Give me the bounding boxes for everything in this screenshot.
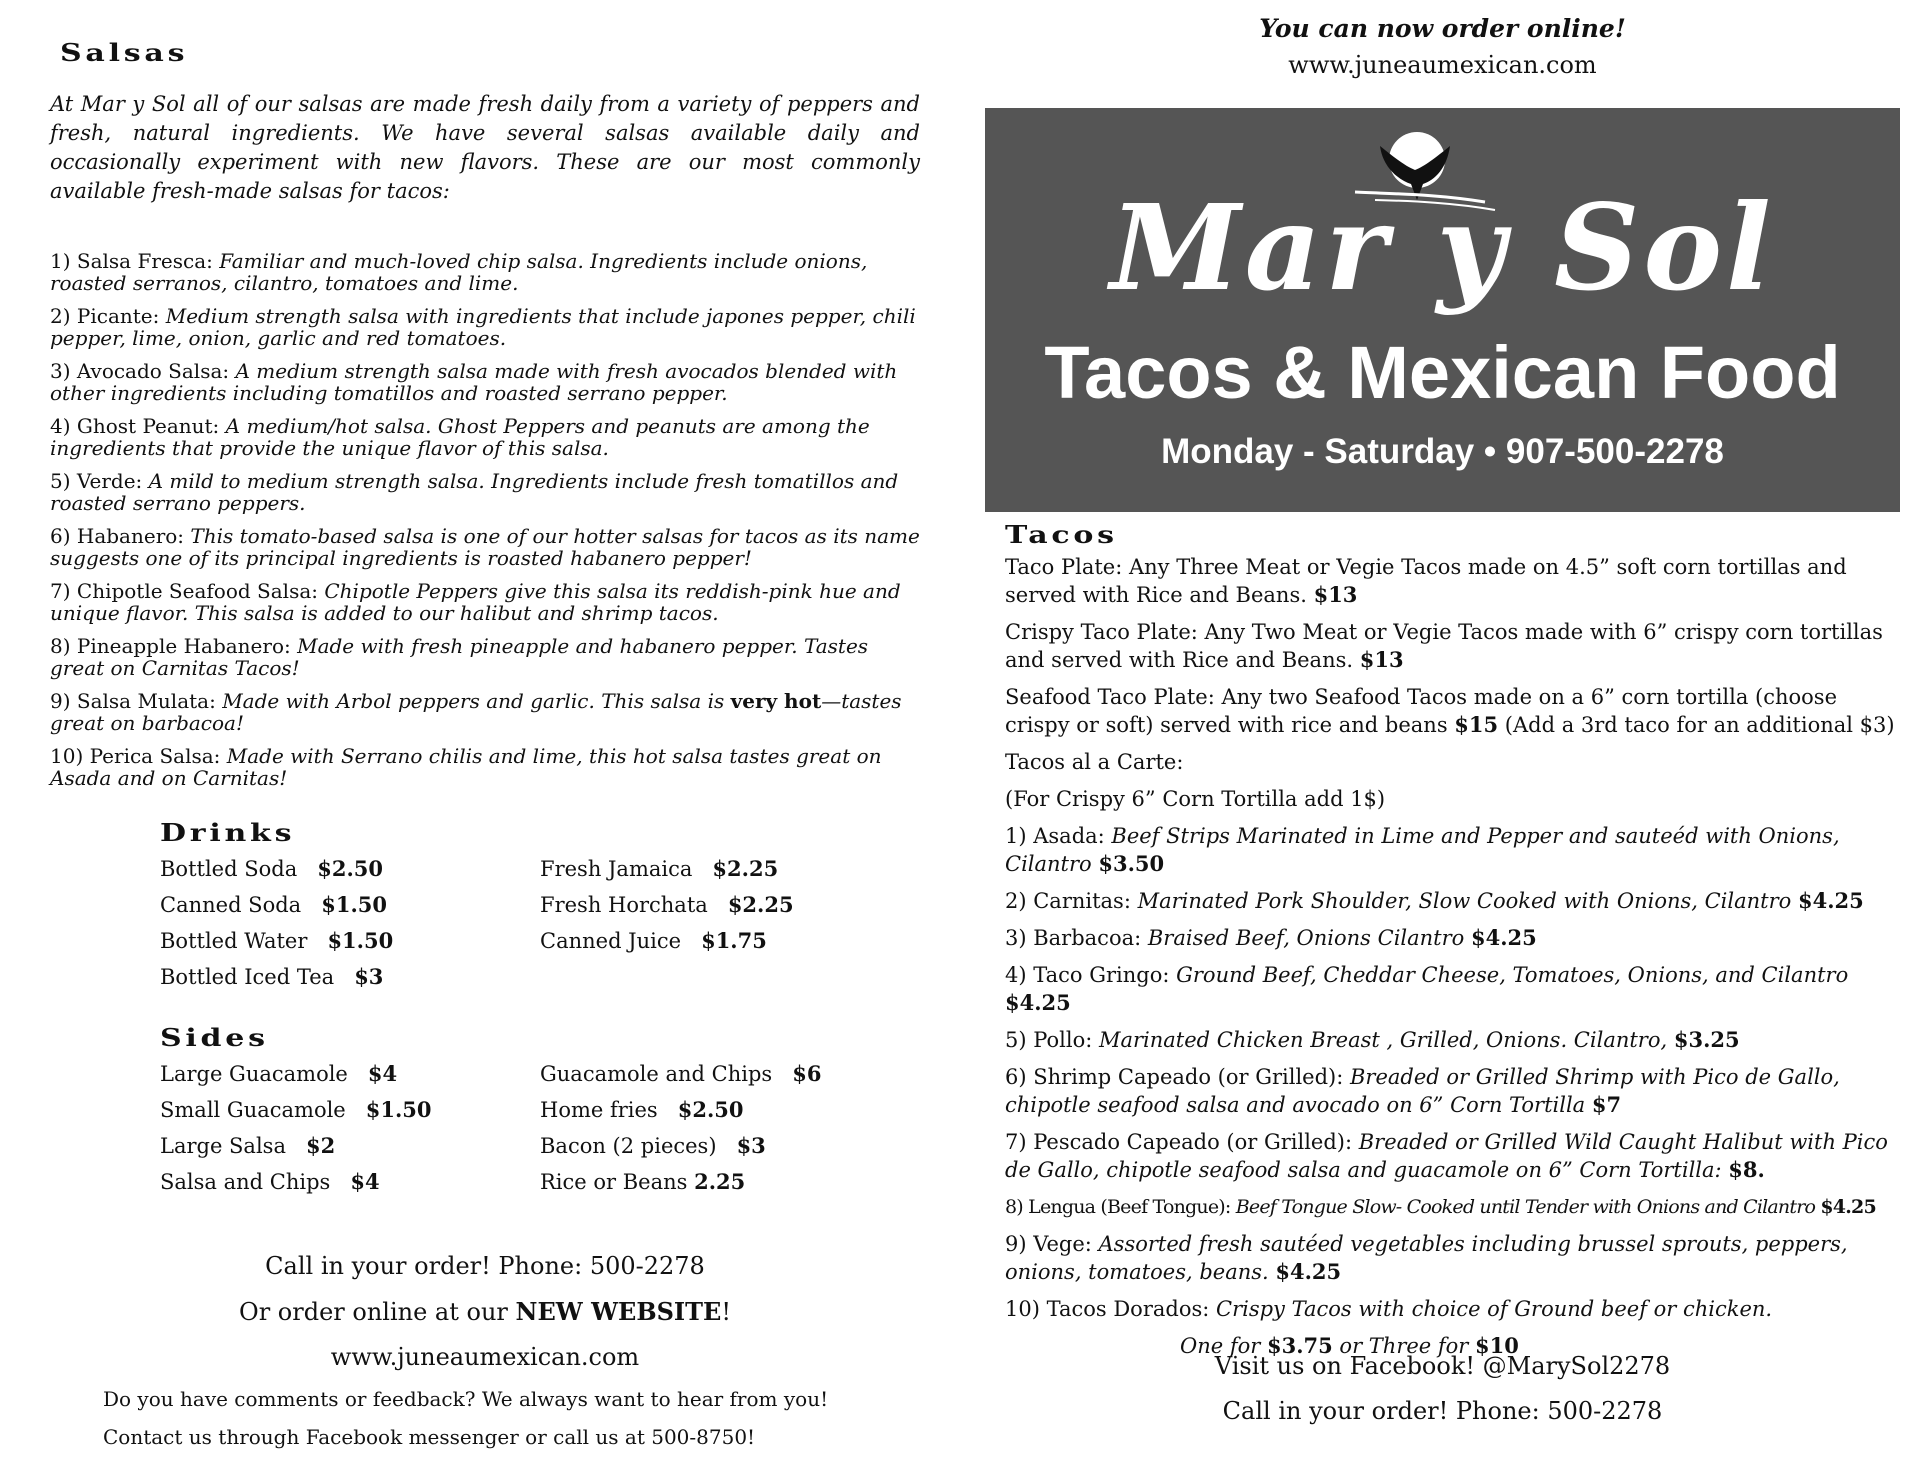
side-item: Guacamole and Chips $6 xyxy=(540,1061,822,1086)
drinks-section xyxy=(160,818,920,995)
header-website-link[interactable]: www.juneaumexican.com xyxy=(1288,51,1597,79)
taco-item: 9) Vege: Assorted fresh sautéed vegetables including brussel sprouts, peppers, onions, tomatoes, beans. $4.25 xyxy=(1005,1232,1848,1284)
salsas-title: Salsas xyxy=(60,38,189,67)
salsa-item: 4) Ghost Peanut: A medium/hot salsa. Ghost Peppers and peanuts are among the ingredients that provide the unique flavor of this salsa. xyxy=(50,414,870,460)
tacos-section xyxy=(1005,520,1900,1369)
taco-item: 7) Pescado Capeado (or Grilled): Breaded or Grilled Wild Caught Halibut with Pico de Gallo, chipotle seafood salsa and guacamole on 6” Corn Tortilla: $8. xyxy=(1005,1130,1888,1182)
logo-text: Mar y Sol xyxy=(1110,178,1775,317)
side-item: Salsa and Chips $4 xyxy=(160,1169,380,1194)
salsa-item: 6) Habanero: This tomato-based salsa is one of our hotter salsas for tacos as its name suggests one of its principal ingredients is roasted habanero pepper! xyxy=(50,524,920,570)
contact-text: Contact us through Facebook messenger or call us at 500-8750! xyxy=(103,1425,756,1449)
feedback-text: Do you have comments or feedback? We always want to hear from you! xyxy=(103,1387,829,1411)
drink-item: Fresh Horchata $2.25 xyxy=(540,892,794,917)
salsa-item: 3) Avocado Salsa: A medium strength salsa made with fresh avocados blended with other ingredients including tomatillos and roasted serrano pepper. xyxy=(50,359,898,405)
drink-item: Bottled Iced Tea $3 xyxy=(160,964,384,989)
taco-item: 6) Shrimp Capeado (or Grilled): Breaded or Grilled Shrimp with Pico de Gallo, chipotle seafood salsa and avocado on 6” Corn Tortilla $7 xyxy=(1005,1065,1840,1117)
drinks-title: Drinks xyxy=(160,818,296,847)
side-item: Large Salsa $2 xyxy=(160,1133,336,1158)
side-item: Home fries $2.50 xyxy=(540,1097,744,1122)
taco-item: 2) Carnitas: Marinated Pork Shoulder, Slow Cooked with Onions, Cilantro $4.25 xyxy=(1005,888,1864,913)
call-in-text-right: Call in your order! Phone: 500-2278 xyxy=(1222,1397,1663,1425)
taco-item: 1) Asada: Beef Strips Marinated in Lime and Pepper and sauteéd with Onions, Cilantro $3.50 xyxy=(1005,824,1840,876)
facebook-text: Visit us on Facebook! @MarySol2278 xyxy=(1214,1352,1671,1380)
seafood-taco-plate: Seafood Taco Plate: Any two Seafood Tacos made on a 6” corn tortilla (choose crispy or soft) served with rice and beans $15 (Add a 3rd taco for an additional $3) xyxy=(1005,685,1895,737)
sides-title: Sides xyxy=(160,1023,269,1052)
drink-item: Canned Soda $1.50 xyxy=(160,892,387,917)
salsa-item: 9) Salsa Mulata: Made with Arbol peppers and garlic. This salsa is very hot—tastes great on barbacoa! xyxy=(50,689,902,735)
carte-note: (For Crispy 6” Corn Tortilla add 1$) xyxy=(1005,787,1386,811)
tacos-dorados-pricing: One for $3.75 or Three for $10 xyxy=(1180,1333,1519,1358)
logo-banner xyxy=(985,108,1900,512)
banner-subtitle: Tacos & Mexican Food xyxy=(1044,331,1841,414)
taco-item: 5) Pollo: Marinated Chicken Breast , Grilled, Onions. Cilantro, $3.25 xyxy=(1005,1027,1740,1052)
side-item: Bacon (2 pieces) $3 xyxy=(540,1133,766,1158)
taco-item: 8) Lengua (Beef Tongue): Beef Tongue Slow- Cooked until Tender with Onions and Cilantro $4.25 xyxy=(1005,1196,1876,1218)
order-online-headline: You can now order online! xyxy=(1259,14,1626,43)
drink-item: Bottled Soda $2.50 xyxy=(160,856,384,881)
taco-item: 4) Taco Gringo: Ground Beef, Cheddar Cheese, Tomatoes, Onions, and Cilantro $4.25 xyxy=(1005,963,1849,1015)
salsa-item: 7) Chipotle Seafood Salsa: Chipotle Peppers give this salsa its reddish-pink hue and unique flavor. This salsa is added to our halibut and shrimp tacos. xyxy=(50,579,901,625)
salsa-item: 8) Pineapple Habanero: Made with fresh pineapple and habanero pepper. Tastes great on Carnitas Tacos! xyxy=(50,634,869,680)
taco-item: 3) Barbacoa: Braised Beef, Onions Cilantro $4.25 xyxy=(1005,925,1537,950)
website-link[interactable]: www.juneaumexican.com xyxy=(330,1343,640,1371)
drink-item: Fresh Jamaica $2.25 xyxy=(540,856,779,881)
taco-plate: Taco Plate: Any Three Meat or Vegie Tacos made on 4.5” soft corn tortillas and served with Rice and Beans. $13 xyxy=(1005,555,1847,607)
salsa-list xyxy=(50,250,920,789)
tacos-title: Tacos xyxy=(1005,520,1118,549)
side-item: Large Guacamole $4 xyxy=(160,1061,398,1086)
sides-section xyxy=(160,1023,920,1200)
crispy-taco-plate: Crispy Taco Plate: Any Two Meat or Vegie Tacos made with 6” crispy corn tortillas and served with Rice and Beans. $13 xyxy=(1005,620,1883,672)
order-online-text: Or order online at our NEW WEBSITE! xyxy=(239,1297,731,1326)
salsa-item: 2) Picante: Medium strength salsa with ingredients that include japones pepper, chili pepper, lime, onion, garlic and red tomatoes. xyxy=(50,304,916,350)
drink-item: Canned Juice $1.75 xyxy=(540,928,767,953)
taco-item: 10) Tacos Dorados: Crispy Tacos with choice of Ground beef or chicken. xyxy=(1005,1297,1773,1321)
right-footer xyxy=(985,1344,1900,1434)
side-item: Rice or Beans 2.25 xyxy=(540,1169,746,1194)
drink-item: Bottled Water $1.50 xyxy=(160,928,394,953)
salsa-item: 5) Verde: A mild to medium strength salsa. Ingredients include fresh tomatillos and roasted serrano peppers. xyxy=(50,469,899,515)
carte-title: Tacos al a Carte: xyxy=(1005,750,1184,774)
call-in-text: Call in your order! Phone: 500-2278 xyxy=(265,1252,705,1280)
salsa-item: 1) Salsa Fresca: Familiar and much-loved chip salsa. Ingredients include onions, roasted serranos, cilantro, tomatoes and lime. xyxy=(50,249,868,295)
left-footer xyxy=(50,1244,920,1456)
banner-hours-phone: Monday - Saturday • 907-500-2278 xyxy=(1161,432,1724,471)
salsas-intro: At Mar y Sol all of our salsas are made fresh daily from a variety of peppers and fresh, natural ingredients. We have several salsas available daily and occasionally experiment with new flavors. These are our most commonly available fresh-made salsas for tacos: xyxy=(50,92,920,203)
salsa-item: 10) Perica Salsa: Made with Serrano chilis and lime, this hot salsa tastes great on Asada and on Carnitas! xyxy=(50,744,882,790)
side-item: Small Guacamole $1.50 xyxy=(160,1097,432,1122)
